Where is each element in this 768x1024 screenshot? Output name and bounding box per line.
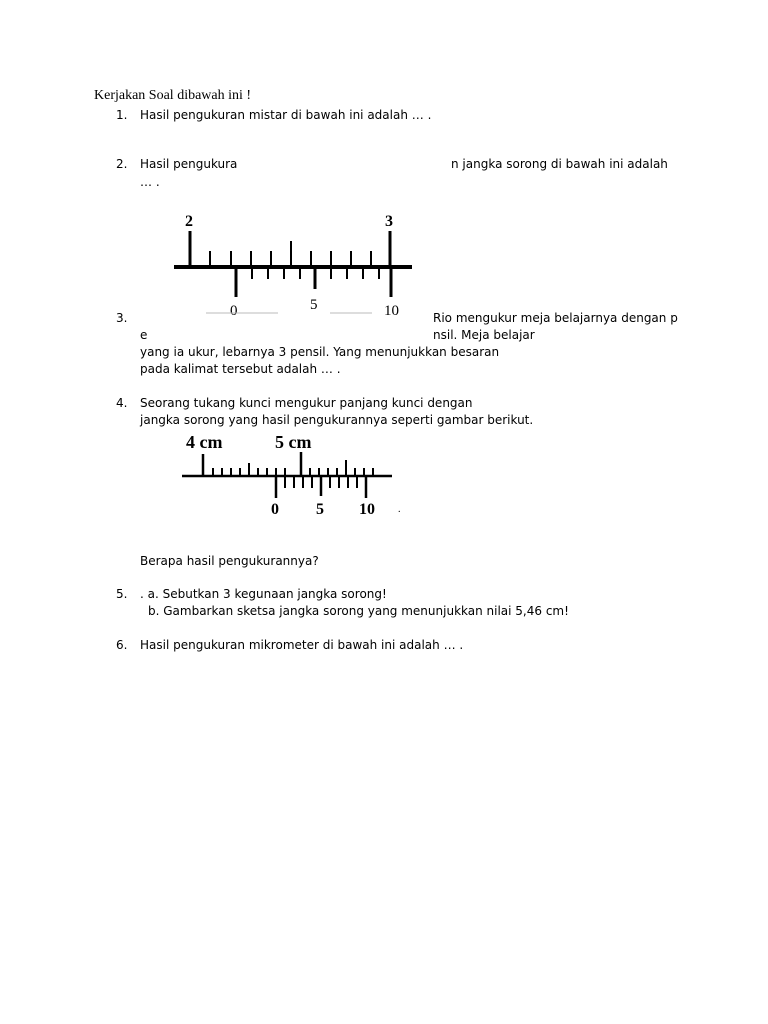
main-label-2: 2	[185, 213, 193, 230]
q3-number: 3.	[116, 311, 128, 325]
vernier-label-10: 10	[384, 303, 399, 319]
vernier-label-0: 0	[230, 303, 238, 319]
q6-number: 6.	[116, 638, 128, 652]
svg-text:.: .	[398, 504, 401, 515]
q3-line2-right: nsil. Meja belajar	[433, 328, 535, 342]
vernier-label-10: 10	[359, 501, 375, 518]
vernier-label-5: 5	[316, 501, 324, 518]
vernier-scale-ticks	[276, 476, 366, 498]
main-label-4cm: 4 cm	[186, 432, 223, 452]
q1-number: 1.	[116, 108, 128, 122]
q2-text-line2: … .	[140, 175, 160, 189]
q5-part-b: b. Gambarkan sketsa jangka sorong yang menunjukkan nilai 5,46 cm!	[148, 604, 569, 618]
page-heading: Kerjakan Soal dibawah ini !	[94, 88, 252, 103]
q2-text-left: Hasil pengukura	[140, 157, 238, 171]
q3-line3: yang ia ukur, lebarnya 3 pensil. Yang menunjukkan besaran	[140, 345, 500, 359]
q3-line4: pada kalimat tersebut adalah … .	[140, 362, 341, 376]
q2-number: 2.	[116, 157, 128, 171]
main-scale-ticks	[203, 452, 373, 476]
vernier-caliper-figure-q4	[178, 430, 408, 520]
vernier-caliper-figure-q2	[160, 205, 430, 323]
q1-text: Hasil pengukuran mistar di bawah ini adalah … .	[140, 108, 432, 122]
q4-line1: Seorang tukang kunci mengukur panjang kunci dengan	[140, 396, 473, 410]
q5-number: 5.	[116, 587, 128, 601]
q4-line2: jangka sorong yang hasil pengukurannya seperti gambar berikut.	[140, 413, 534, 427]
vernier-label-0: 0	[271, 501, 279, 518]
q6-text: Hasil pengukuran mikrometer di bawah ini adalah … .	[140, 638, 464, 652]
q3-line1-right: Rio mengukur meja belajarnya dengan p	[433, 311, 678, 325]
vernier-scale-ticks	[236, 267, 391, 297]
q4-number: 4.	[116, 396, 128, 410]
main-label-3: 3	[385, 213, 393, 230]
vernier-label-5: 5	[310, 297, 318, 313]
q3-line2-left: e	[140, 328, 148, 342]
q2-text-right: n jangka sorong di bawah ini adalah	[451, 157, 668, 171]
main-label-5cm: 5 cm	[275, 432, 312, 452]
main-scale-ticks	[190, 231, 390, 267]
q5-part-a: . a. Sebutkan 3 kegunaan jangka sorong!	[140, 587, 387, 601]
q4-question: Berapa hasil pengukurannya?	[140, 554, 319, 568]
